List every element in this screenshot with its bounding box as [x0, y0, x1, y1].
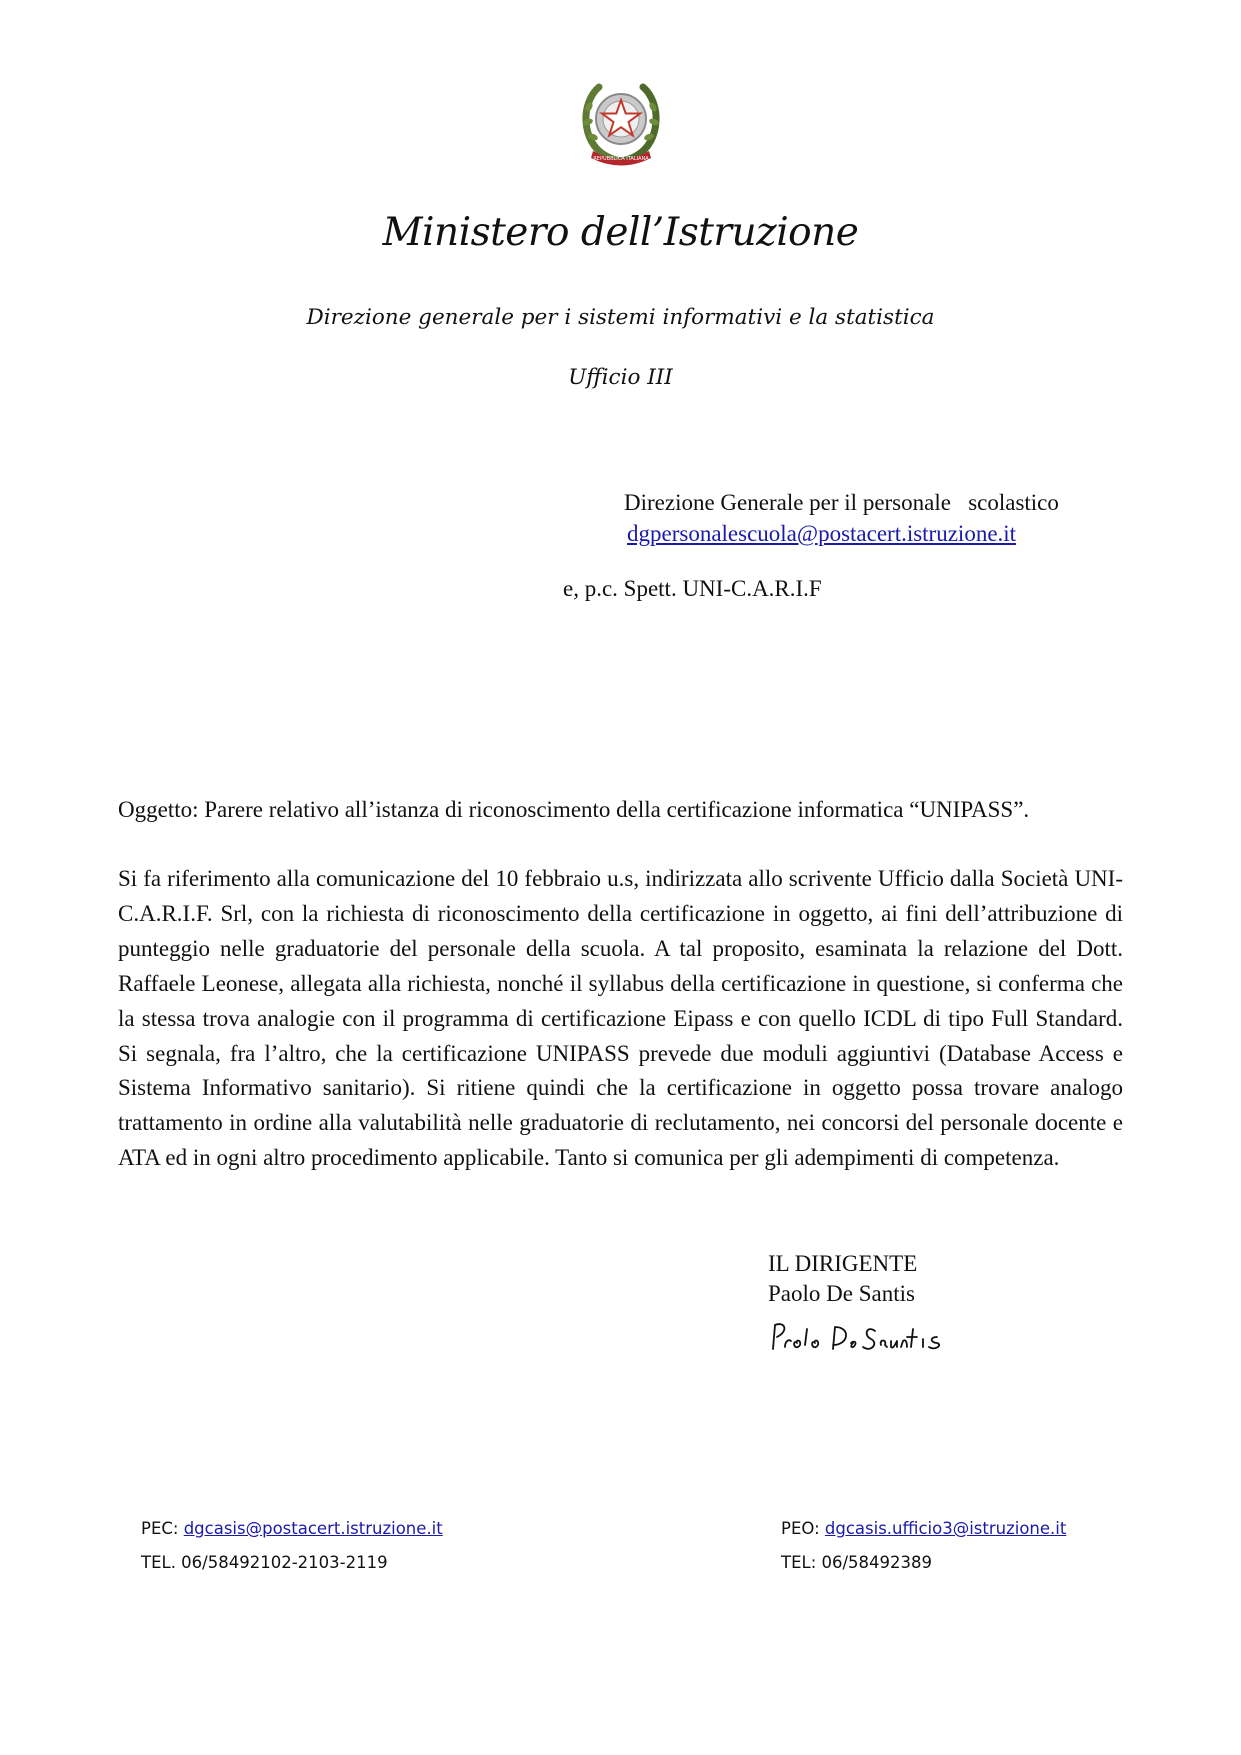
pec-label: PEC:	[141, 1519, 184, 1538]
emblem-ribbon-text: REPUBBLICA ITALIANA	[593, 156, 649, 162]
letter-subject: Oggetto: Parere relativo all’istanza di riconoscimento della certificazione informatica “UNIPASS”.	[118, 797, 1030, 822]
signatory-title: IL DIRIGENTE	[768, 1251, 918, 1276]
footer-pec	[141, 1518, 443, 1540]
department-name: Direzione generale per i sistemi informativi e la statistica	[306, 305, 935, 330]
pec-email-link[interactable]: dgcasis@postacert.istruzione.it	[183, 1519, 443, 1538]
handwritten-signature	[767, 1315, 967, 1359]
cc-recipient: e, p.c. Spett. UNI-C.A.R.I.F	[563, 576, 822, 601]
ministry-title: Ministero dell’Istruzione	[382, 210, 859, 255]
peo-email-link[interactable]: dgcasis.ufficio3@istruzione.it	[824, 1519, 1067, 1538]
office-name: Ufficio III	[568, 365, 673, 390]
footer-tel-left: TEL. 06/58492102-2103-2119	[141, 1553, 388, 1572]
signatory-name: Paolo De Santis	[768, 1281, 915, 1306]
peo-label: PEO:	[781, 1519, 825, 1538]
footer-tel-right: TEL: 06/58492389	[781, 1553, 933, 1572]
italian-republic-emblem-icon	[579, 77, 663, 169]
recipient-name: Direzione Generale per il personale scolastico	[624, 490, 1059, 515]
recipient-email-link[interactable]: dgpersonalescuola@postacert.istruzione.it	[627, 521, 1017, 546]
letter-body: Si fa riferimento alla comunicazione del 10 febbraio u.s, indirizzata allo scrivente Ufficio dalla Società UNI-C.A.R.I.F. Srl, con la richiesta di riconoscimento della certificazione in oggetto, ai fini dell’attribuzione di punteggio nelle graduatorie del personale della scuola. A tal proposito, esaminata la relazione del Dott. Raffaele Leonese, allegata alla richiesta, nonché il syllabus della certificazione in questione, si conferma che la stessa trova analogie con il programma di certificazione Eipass e con quello ICDL di tipo Full Standard. Si segnala, fra l’altro, che la certificazione UNIPASS prevede due moduli aggiuntivi (Database Access e Sistema Informativo sanitario). Si ritiene quindi che la certificazione in oggetto possa trovare analogo trattamento in ordine alla valutabilità nelle graduatorie di reclutamento, nei concorsi del personale docente e ATA ed in ogni altro procedimento applicabile. Tanto si comunica per gli adempimenti di competenza.	[118, 866, 1123, 1171]
footer-peo	[781, 1518, 1066, 1540]
